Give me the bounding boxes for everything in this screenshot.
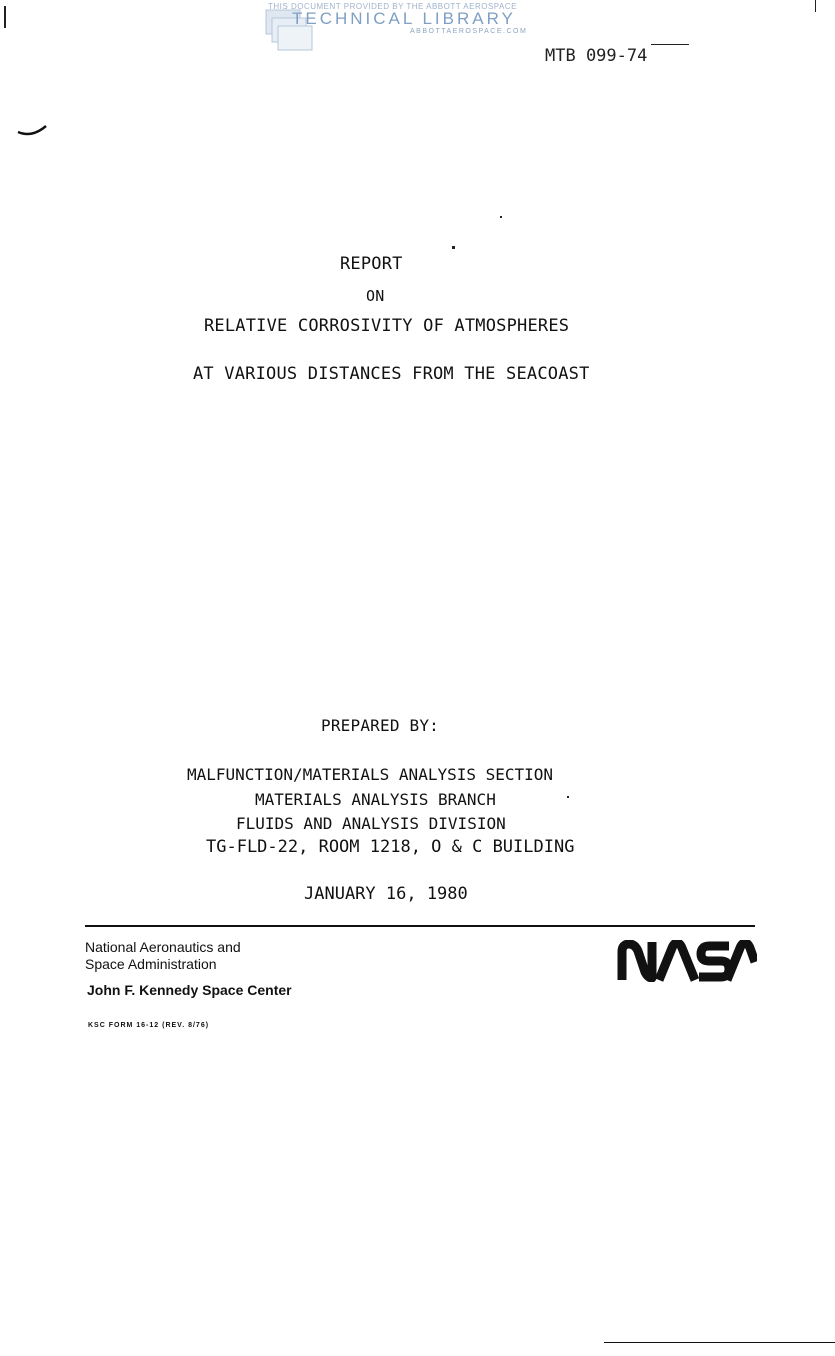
document-number-rule — [651, 44, 689, 45]
report-title-line-2: AT VARIOUS DISTANCES FROM THE SEACOAST — [193, 364, 590, 384]
nasa-worm-logo — [617, 940, 757, 982]
report-title-line-1: RELATIVE CORROSIVITY OF ATMOSPHERES — [204, 316, 570, 336]
scan-mark-right — [815, 0, 816, 12]
prepared-by-label: PREPARED BY: — [321, 716, 439, 735]
branch-name: MATERIALS ANALYSIS BRANCH — [255, 790, 496, 809]
scan-curve-mark — [16, 122, 50, 138]
section-name: MALFUNCTION/MATERIALS ANALYSIS SECTION — [187, 765, 554, 784]
document-number: MTB 099-74 — [545, 46, 648, 66]
report-heading: REPORT — [340, 254, 403, 274]
footer-divider — [85, 925, 755, 927]
scan-dot-3 — [567, 796, 569, 798]
scan-dot-2 — [452, 246, 455, 249]
watermark-title: TECHNICAL LIBRARY — [292, 9, 516, 28]
division-name: FLUIDS AND ANALYSIS DIVISION — [236, 814, 506, 833]
agency-name-line-2: Space Administration — [85, 956, 217, 972]
agency-name-line-1: National Aeronautics and — [85, 939, 241, 955]
report-connector: ON — [366, 287, 385, 305]
scan-dot-1 — [500, 216, 502, 218]
scan-mark-left — [4, 6, 6, 28]
page-bottom-rule — [604, 1342, 835, 1343]
center-name: John F. Kennedy Space Center — [87, 982, 292, 998]
watermark-banner — [262, 0, 562, 58]
report-date: JANUARY 16, 1980 — [304, 884, 468, 904]
watermark-website: ABBOTTAEROSPACE.COM — [410, 28, 528, 35]
watermark-provider-text: THIS DOCUMENT PROVIDED BY THE ABBOTT AEROSPACE — [268, 2, 517, 11]
office-address: TG-FLD-22, ROOM 1218, O & C BUILDING — [206, 837, 575, 857]
form-identifier: KSC FORM 16-12 (REV. 8/76) — [88, 1022, 210, 1029]
